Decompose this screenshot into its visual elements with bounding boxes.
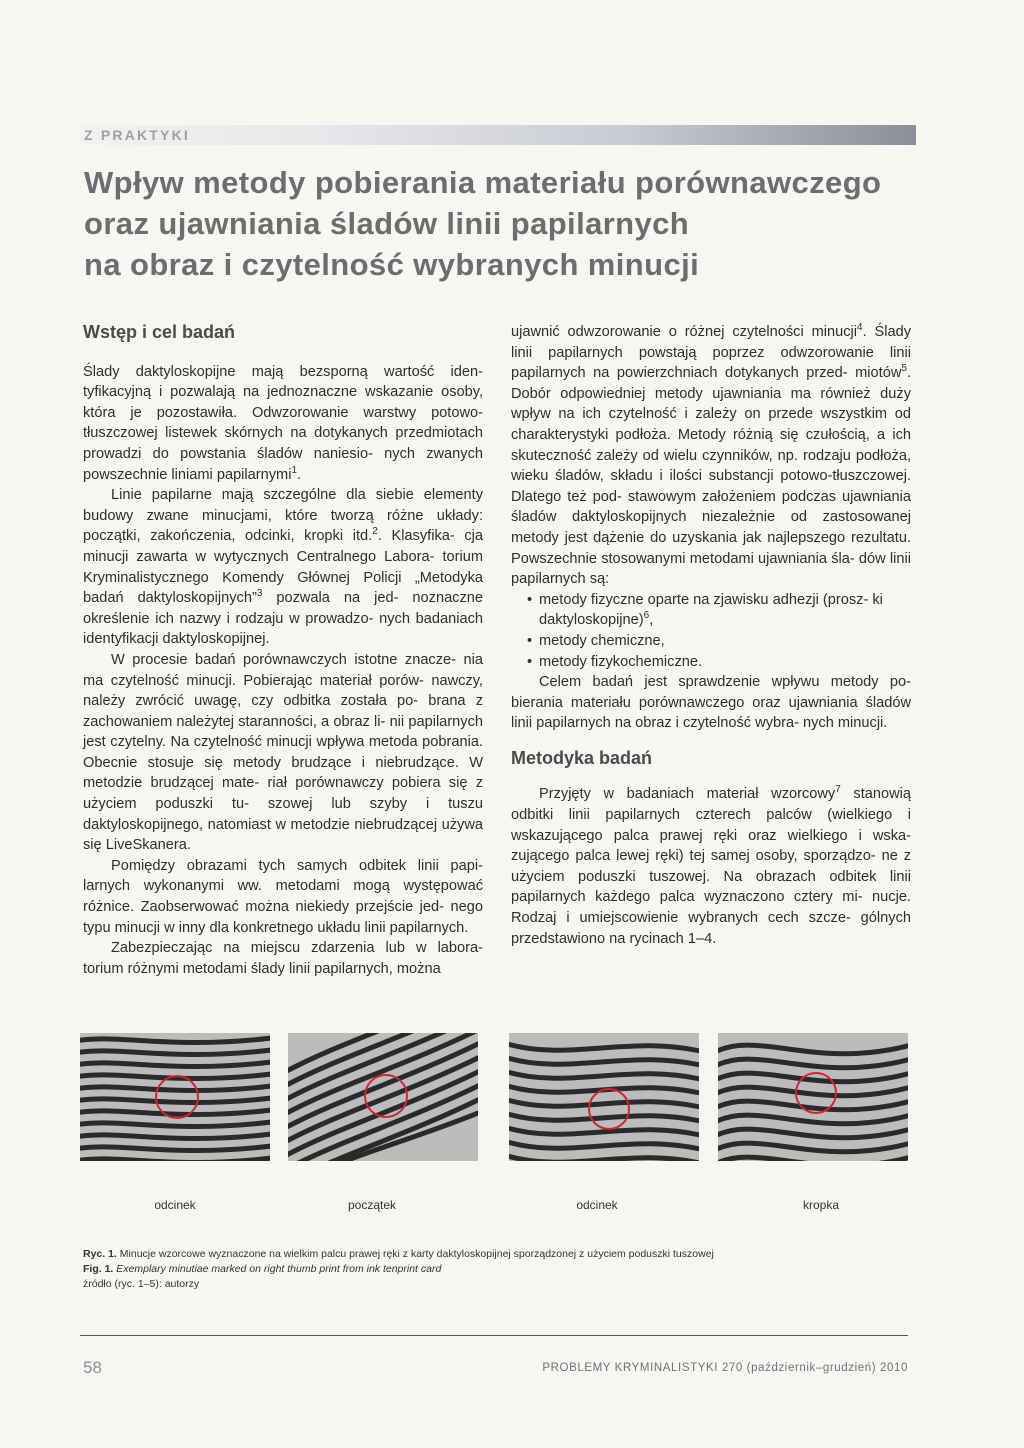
caption-en: Fig. 1. Exemplary minutiae marked on right thumb print from ink tenprint card: [83, 1263, 442, 1275]
footer-rule: [80, 1335, 908, 1336]
list-item: • metody fizyczne oparte na zjawisku adhezji (prosz- ki daktyloskopijne)$^6$,: [531, 590, 911, 631]
fingerprint-image: [288, 1033, 478, 1161]
paragraph: Pomiędzy obrazami tych samych odbitek linii papi- larnych wykonanymi ww. metodami mogą występować różnice. Zaobserwować można niekiedy przejście jed- nego typu minucji w inny dla konkretnego układu linii papilarnych.: [83, 857, 483, 936]
figure-label: początek: [347, 1198, 397, 1212]
paragraph: Celem badań jest sprawdzenie wpływu metody po- bierania materiału porównawczego oraz ujawniania śladów linii papilarnych na obraz i czytelność wybra- nych minucji.: [511, 674, 911, 732]
caption-source: źródło (ryc. 1–5): autorzy: [83, 1278, 200, 1290]
figure-caption: [83, 1247, 923, 1292]
paragraph: Ślady daktyloskopijne mają bezsporną wartość iden- tyfikacyjną i pozwalają na jednoznaczne wskazanie osoby, która je pozostawiła. Odwzorowanie warstwy potowo-tłuszczowej listewek skórnych na dotykanych przedmiotach prowadzi do powstania śladów naniesio- nych zwanych powszechnie liniami papilarnymi$^1$.: [83, 363, 483, 483]
figure-label: kropka: [802, 1198, 840, 1212]
fingerprint-image: [80, 1033, 270, 1161]
section-heading: Metodyka badań: [511, 747, 653, 768]
title-line: Wpływ metody pobierania materiału porównawczego: [84, 165, 882, 200]
figure-label: odcinek: [154, 1198, 196, 1212]
title-line: na obraz i czytelność wybranych minucji: [84, 247, 700, 282]
paragraph: Zabezpieczając na miejscu zdarzenia lub w labora- torium różnymi metodami ślady linii papilarnych, można: [83, 940, 483, 977]
paragraph: W procesie badań porównawczych istotne znacze- nia ma czytelność minucji. Pobierając materiał porów- nawczy, należy zwrócić uwagę, czy odbitka została po- brana z zachowaniem należytej staranności, a obraz li- nii papilarnych jest czytelny. Na czytelność minucji wpływa metoda pobrania. Obecnie stosuje się metody brudzące i niebrudzące. W metodzie brudzącej mate- riał porównawczy pobiera się z użyciem poduszki tu- szowej lub szyby i tuszu daktyloskopijnego, natomiast w metodzie niebrudzącej używa się LiveSkanera.: [83, 651, 483, 854]
paragraph: Przyjęty w badaniach materiał wzorcowy$^7$ stanowią odbitki linii papilarnych czterech palców (wielkiego i wskazującego palca prawej ręki oraz wielkiego i wska- zującego palca lewej ręki) tej samej osoby, sporządzo- ne z użyciem poduszki tuszowej. Na obrazach odbitek linii papilarnych każdego palca wyznaczono cztery mi- nucje. Rodzaj i umiejscowienie wybranych cech szcze- gólnych przedstawiono na rycinach 1–4.: [511, 784, 911, 947]
list-item: • metody chemiczne,: [531, 631, 911, 652]
journal-footer: PROBLEMY KRYMINALISTYKI 270 (październik–grudzień) 2010: [542, 1362, 908, 1374]
methods-list: [511, 590, 911, 672]
section-label: Z PRAKTYKI: [84, 127, 190, 143]
right-column: [511, 322, 911, 949]
page-number: 58: [83, 1358, 102, 1377]
paragraph: ujawnić odwzorowanie o różnej czytelności minucji$^4$. Ślady linii papilarnych powstają poprzez odwzorowanie linii papilarnych na powierzchniach dotykanych przed- miotów$^5$. Dobór odpowiedniej metody ujawniania ma również duży wpływ na ich czytelność i zależy on przede wszystkim od charakterystyki podłoża. Metody różnią się czułością, a ich skuteczność zależy od wielu czynników, np. rodzaju podłoża, wieku śladów, składu i ilości substancji potowo-tłuszczowej. Dlatego też pod- stawowym założeniem podczas ujawniania śladów daktyloskopijnych niezależnie od zastosowanej metody jest dążenie do uzyskania jak najlepszego rezultatu. Powszechnie stosowanymi metodami ujawniania śla- dów linii papilarnych są:: [511, 322, 911, 588]
section-heading: Wstęp i cel badań: [83, 322, 236, 342]
fingerprint-image: [509, 1033, 699, 1161]
title-line: oraz ujawniania śladów linii papilarnych: [84, 206, 690, 241]
article-title: [84, 162, 924, 285]
figure-label: odcinek: [576, 1198, 618, 1212]
list-item: • metody fizykochemiczne.: [531, 652, 911, 673]
fingerprint-image: [718, 1033, 908, 1161]
section-band: [80, 125, 916, 145]
left-column: [83, 322, 483, 979]
caption-pl: Ryc. 1. Minucje wzorcowe wyznaczone na wielkim palcu prawej ręki z karty daktyloskopijnej sporządzonej z użyciem poduszki tuszowej: [83, 1248, 714, 1260]
paragraph: Linie papilarne mają szczególne dla siebie elementy budowy zwane minucjami, które tworzą różne układy: początki, zakończenia, odcinki, kropki itd.$^2$. Klasyfika- cja minucji zawarta w wytycznych Centralnego Labora- torium Kryminalistycznego Komendy Głównej Policji „Metodyka badań daktyloskopijnych”$^3$ pozwala na jed- noznaczne określenie ich nazwy i rodzaju w prowadzo- nych badaniach identyfikacji daktyloskopijnej.: [83, 487, 484, 648]
